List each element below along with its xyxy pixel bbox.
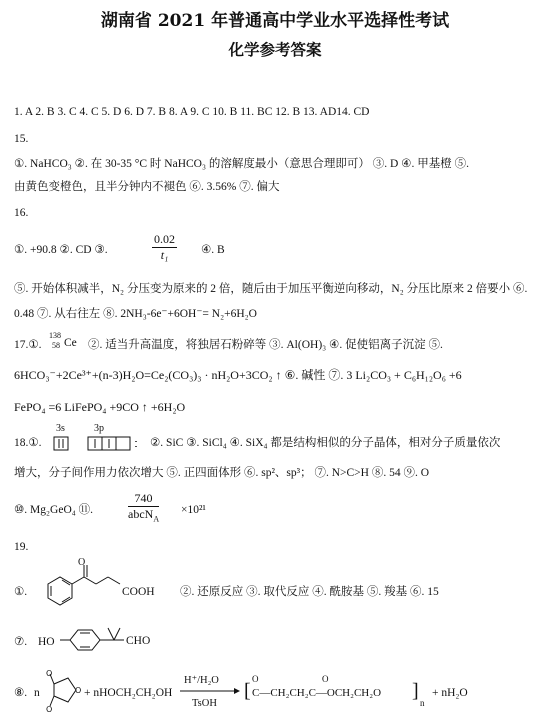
q15-number: 15. [14, 133, 29, 145]
q19-item8-reagent: + nHOCH₂CH₂OH [84, 687, 173, 699]
q18-line-2: 增大，分子间作用力依次增大 ⑤. 正四面体形 ⑥. sp²、sp³； ⑦. N>C>H ⑧. 54 ⑨. O [14, 467, 430, 479]
q18-fraction-numerator: 740 [128, 491, 159, 507]
orbital-diagram [52, 436, 142, 452]
reaction-arrow [180, 687, 240, 695]
q19-item1-rest: ②. 还原反应 ③. 取代反应 ④. 酰胺基 ⑤. 羧基 ⑥. 15 [180, 586, 439, 598]
q17-number: 17.①. [14, 339, 42, 351]
q16-fraction-denominator: t₁ [160, 248, 169, 262]
polymer-left-bracket: [ [244, 680, 251, 702]
succinic-anhydride-structure [44, 668, 84, 714]
q16-line-3: 0.48 ⑦. 从右往左 ⑧. 2NH₃-6e⁻+6OH⁻= N₂+6H₂O [14, 308, 257, 320]
q18-fraction-denominator [128, 507, 159, 523]
svg-text:O: O [46, 705, 53, 714]
q16-fraction [152, 232, 177, 263]
q18-fraction-den-sub: A [153, 514, 160, 524]
q19-item1-cooh: COOH [122, 586, 155, 598]
svg-text:O: O [75, 686, 82, 695]
q18-number: 18.①. [14, 437, 42, 449]
page-title: 湖南省 2021 年普通高中学业水平选择性考试 [100, 11, 450, 31]
q17-line-1: ②. 适当升高温度，将独居石粉碎等 ③. Al(OH)₃ ④. 促使铝离子沉淀 ⑤. [88, 339, 443, 351]
q16-line-1a: ①. +90.8 ②. CD ③. [14, 244, 108, 256]
q15-line-2: 由黄色变橙色，且半分钟内不褪色 ⑥. 3.56% ⑦. 偏大 [14, 181, 280, 193]
ce-atomic-number: 58 [52, 341, 60, 350]
q18-fraction [128, 491, 159, 523]
q16-fraction-numerator: 0.02 [154, 232, 175, 246]
q19-item7-label: ⑦. [14, 636, 28, 648]
q19-item8-label: ⑧. [14, 687, 28, 699]
q19-item1-label: ①. [14, 586, 28, 598]
q19-item8-nsub: n [420, 698, 425, 708]
q16-line-1b: ④. B [201, 244, 225, 256]
q19-item8-catalyst-bottom: TsOH [192, 698, 217, 709]
q16-line-2: ⑤. 开始体积减半，N₂ 分压变为原来的 2 倍，随后由于加压平衡逆向移动，N₂ 分压比原来 2 倍要小 ⑥. [14, 283, 528, 295]
polymer-right-bracket: ] [412, 680, 419, 702]
q19-item7-ho: HO [38, 636, 55, 648]
carbonyl-oxygen: O [78, 557, 86, 568]
q19-item8-catalyst-top: H⁺/H₂O [184, 675, 219, 686]
q19-number: 19. [14, 541, 29, 553]
q19-item7-cho: CHO [126, 635, 151, 647]
ce-mass-number: 138 [49, 331, 61, 340]
q18-line-1: ②. SiC ③. SiCl₄ ④. SiX₄ 都是结构相似的分子晶体，相对分子质量依次 [150, 437, 501, 449]
q19-item8-product: C—CH₂CH₂C—OCH₂CH₂O [252, 687, 382, 699]
q16-number: 16. [14, 207, 29, 219]
q19-item8-oxygen-2: O [322, 674, 329, 684]
q19-item8-tail: + nH₂O [432, 687, 468, 699]
q18-line-3b: ×10²¹ [181, 504, 206, 516]
q19-item8-n: n [34, 687, 40, 699]
q18-fraction-den-main: abcN [128, 507, 154, 521]
q17-line-2: 6HCO₃⁻+2Ce³⁺+(n-3)H₂O=Ce₂(CO₃)₃ · nH₂O+3CO₂ ↑ ⑥. 碱性 ⑦. 3 Li₂CO₃ + C₆H₁₂O₆ +6 [14, 368, 462, 382]
page-subtitle: 化学参考答案 [228, 40, 322, 59]
ce-symbol: Ce [64, 337, 77, 349]
orbital-3p-label: 3p [94, 423, 104, 434]
q19-item8-oxygen-1: O [252, 674, 259, 684]
choice-answers: 1. A 2. B 3. C 4. C 5. D 6. D 7. B 8. A 9. C 10. B 11. BC 12. B 13. AD14. CD [14, 106, 370, 118]
orbital-3s-label: 3s [56, 423, 65, 434]
svg-text:O: O [46, 669, 53, 678]
q17-line-3: FePO₄ =6 LiFePO₄ +9CO ↑ +6H₂O [14, 400, 186, 414]
q18-line-3a: ⑩. Mg₂GeO₄ ⑪. [14, 504, 94, 516]
q15-line-1: ①. NaHCO₃ ②. 在 30-35 °C 时 NaHCO₃ 的溶解度最小（意思合理即可） ③. D ④. 甲基橙 ⑤. [14, 158, 469, 170]
